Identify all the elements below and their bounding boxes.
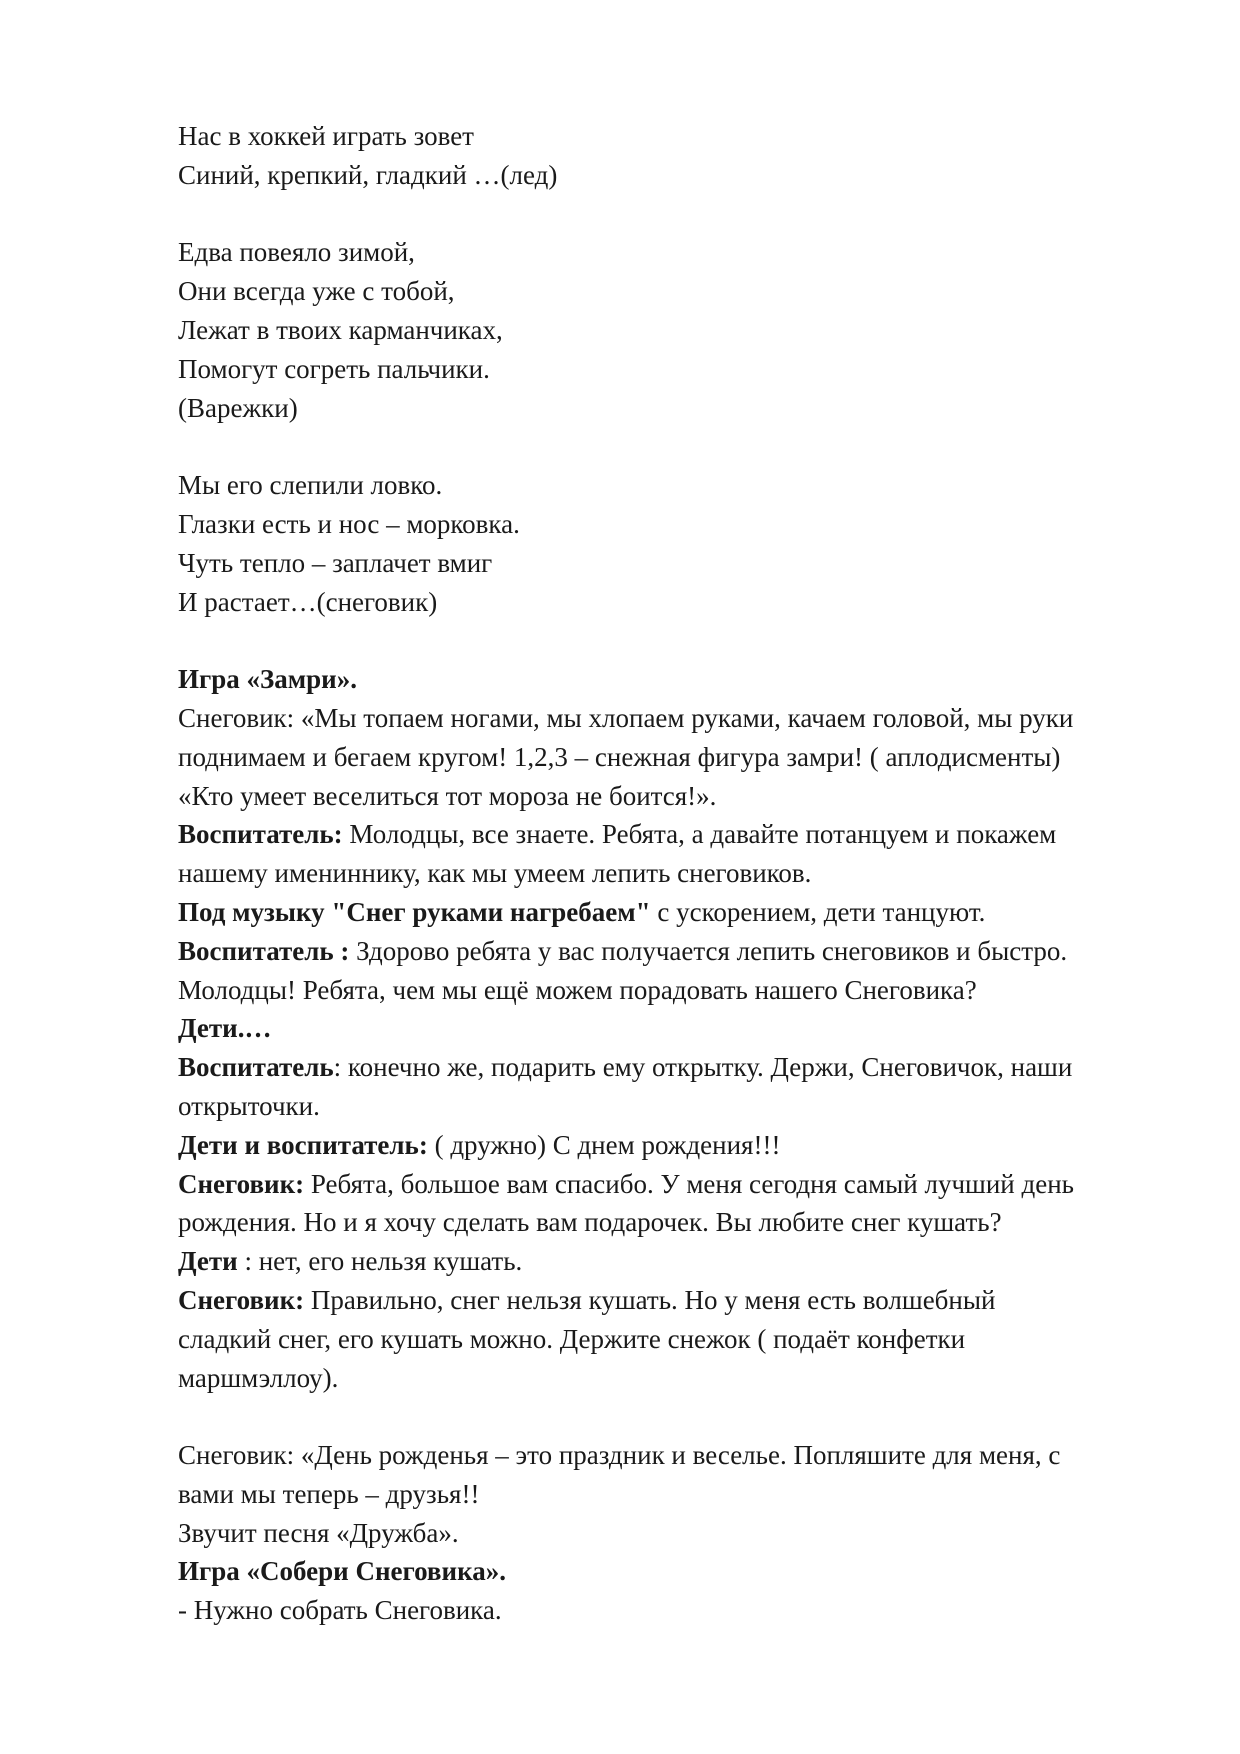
text-line: поднимаем и бегаем кругом! 1,2,3 – снежная фигура замри! ( аплодисменты) [178, 741, 1061, 772]
riddle-line: Глазки есть и нос – морковка. [178, 508, 520, 539]
riddle-line: Мы его слепили ловко. [178, 470, 443, 501]
music-direction [178, 893, 1178, 932]
speaker-label: Воспитатель : [178, 935, 350, 966]
game-snowman-section [178, 1552, 1178, 1630]
riddle-ice [178, 117, 1178, 195]
dialogue-teacher-3 [178, 1048, 1178, 1126]
speech-text: Ребята, большое вам спасибо. У меня сегодня самый лучший день [304, 1168, 1074, 1199]
riddle-answer: (Варежки) [178, 392, 298, 423]
text-line: Звучит песня «Дружба». [178, 1517, 459, 1548]
speech-text: Здорово ребята у вас получается лепить снеговиков и быстро. [349, 935, 1068, 966]
riddle-snowman [178, 466, 1178, 621]
game-freeze-section [178, 660, 1178, 815]
riddle-mittens [178, 233, 1178, 427]
speaker-label: Дети [178, 1246, 238, 1277]
speech-text: ( дружно) С днем рождения!!! [427, 1129, 781, 1160]
riddle-line: Синий, крепкий, гладкий …(лед) [178, 159, 558, 190]
dialogue-snowman-1 [178, 1165, 1178, 1243]
text-line: - Нужно собрать Снеговика. [178, 1595, 502, 1626]
dialogue-teacher-2 [178, 932, 1178, 1010]
text-line: Снеговик: «Мы топаем ногами, мы хлопаем руками, качаем головой, мы руки [178, 702, 1074, 733]
dialogue-children [178, 1242, 1178, 1281]
birthday-section [178, 1436, 1178, 1552]
text-line: вами мы теперь – друзья!! [178, 1478, 480, 1509]
music-title: Под музыку "Снег руками нагребаем" [178, 896, 651, 927]
riddle-line: Чуть тепло – заплачет вмиг [178, 547, 493, 578]
speaker-label: Снеговик: [178, 1168, 305, 1199]
dialogue-snowman-2 [178, 1281, 1178, 1397]
speech-text: : нет, его нельзя кушать. [237, 1246, 523, 1277]
paragraph-gap [178, 1397, 1178, 1436]
speaker-label: Снеговик: [178, 1284, 305, 1315]
speaker-label: Дети.… [178, 1013, 272, 1044]
paragraph-gap [178, 427, 1178, 466]
text-line: Снеговик: «День рожденья – это праздник и веселье. Попляшите для меня, с [178, 1440, 1061, 1471]
riddle-line: И растает…(снеговик) [178, 586, 438, 617]
speaker-label: Воспитатель [178, 1052, 334, 1083]
speech-text: маршмэллоу). [178, 1362, 339, 1393]
speech-text: Молодцы! Ребята, чем мы ещё можем порадовать нашего Снеговика? [178, 974, 977, 1005]
speech-text: Правильно, снег нельзя кушать. Но у меня есть волшебный [304, 1284, 996, 1315]
game-freeze-title: Игра «Замри». [178, 664, 357, 695]
speaker-label: Воспитатель: [178, 819, 343, 850]
speech-text: открыточки. [178, 1090, 320, 1121]
music-note: с ускорением, дети танцуют. [650, 896, 986, 927]
riddle-line: Помогут согреть пальчики. [178, 353, 490, 384]
riddle-line: Едва повеяло зимой, [178, 237, 415, 268]
document-page [178, 117, 1178, 1630]
game-snowman-title: Игра «Собери Снеговика». [178, 1556, 506, 1587]
speech-text: сладкий снег, его кушать можно. Держите снежок ( подаёт конфетки [178, 1323, 966, 1354]
paragraph-gap [178, 621, 1178, 660]
text-line: «Кто умеет веселиться тот мороза не боится!». [178, 780, 717, 811]
paragraph-gap [178, 195, 1178, 234]
speech-text: нашему имениннику, как мы умеем лепить снеговиков. [178, 858, 812, 889]
riddle-line: Лежат в твоих карманчиках, [178, 314, 503, 345]
dialogue-all [178, 1126, 1178, 1165]
riddle-line: Они всегда уже с тобой, [178, 276, 455, 307]
speech-text: рождения. Но и я хочу сделать вам подарочек. Вы любите снег кушать? [178, 1207, 1002, 1238]
riddle-line: Нас в хоккей играть зовет [178, 121, 474, 151]
speech-text: : конечно же, подарить ему открытку. Держи, Снеговичок, наши [333, 1052, 1073, 1083]
dialogue-teacher-1 [178, 815, 1178, 893]
speaker-label: Дети и воспитатель: [178, 1129, 428, 1160]
speech-text: Молодцы, все знаете. Ребята, а давайте потанцуем и покажем [342, 819, 1057, 850]
